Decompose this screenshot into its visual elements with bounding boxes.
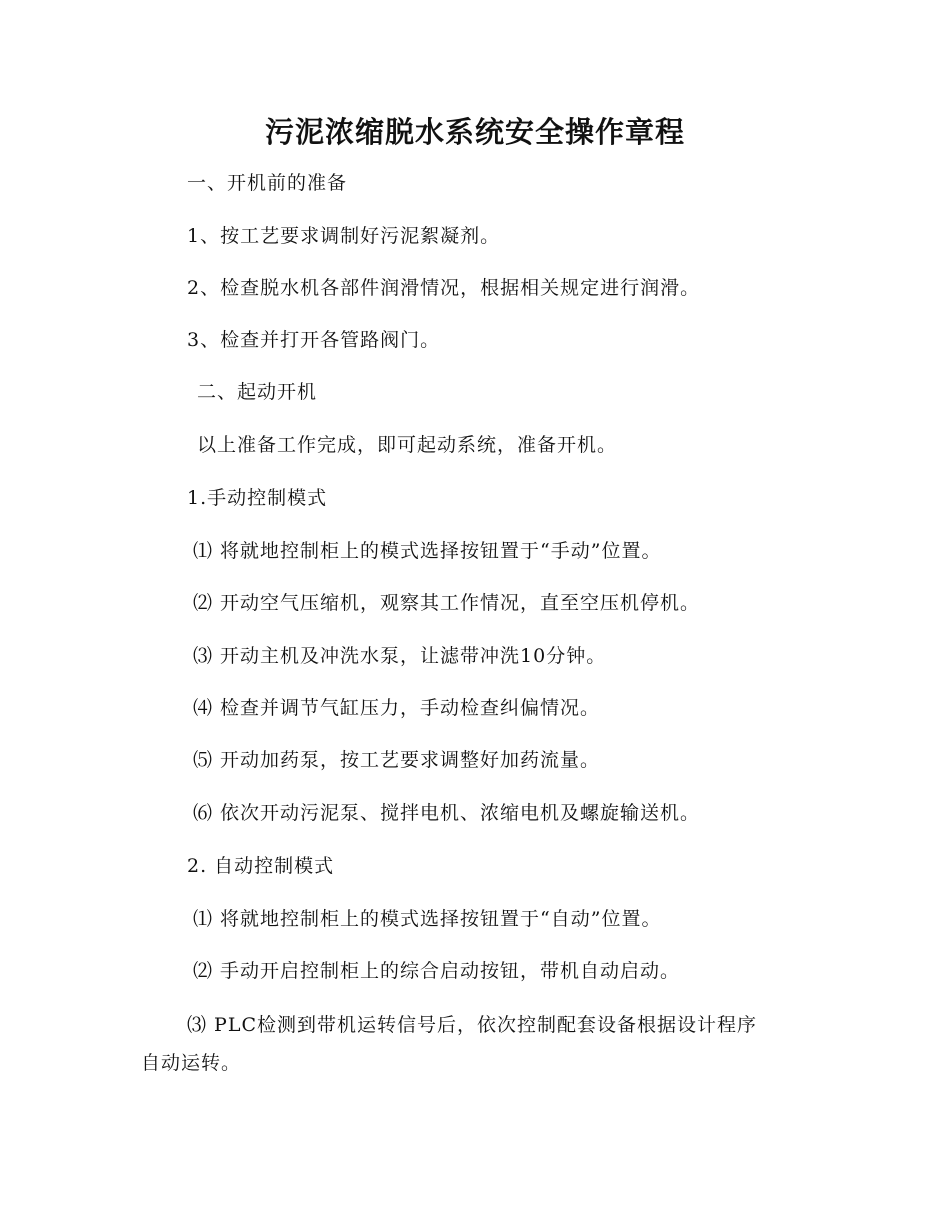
document-title: 污泥浓缩脱水系统安全操作章程 <box>264 115 685 149</box>
manual-step-3: ⑶ 开动主机及冲洗水泵，让滤带冲洗10分钟。 <box>193 645 607 667</box>
manual-step-2: ⑵ 开动空气压缩机，观察其工作情况，直至空压机停机。 <box>193 592 701 614</box>
preparation-item-3: 3、检查并打开各管路阀门。 <box>187 329 441 351</box>
startup-intro: 以上准备工作完成，即可起动系统，准备开机。 <box>197 434 618 456</box>
manual-step-6: ⑹ 依次开动污泥泵、搅拌电机、浓缩电机及螺旋输送机。 <box>193 802 701 824</box>
auto-mode-heading: 2. 自动控制模式 <box>187 855 335 877</box>
section-heading-preparation: 一、开机前的准备 <box>187 172 348 194</box>
auto-step-3-continuation: 自动运转。 <box>141 1052 242 1074</box>
auto-step-2: ⑵ 手动开启控制柜上的综合启动按钮，带机自动启动。 <box>193 960 681 982</box>
manual-step-4: ⑷ 检查并调节气缸压力，手动检查纠偏情况。 <box>193 697 601 719</box>
manual-step-1: ⑴ 将就地控制柜上的模式选择按钮置于“手动”位置。 <box>193 540 662 562</box>
preparation-item-2: 2、检查脱水机各部件润滑情况，根据相关规定进行润滑。 <box>187 277 701 299</box>
auto-step-1: ⑴ 将就地控制柜上的模式选择按钮置于“自动”位置。 <box>193 908 662 930</box>
section-heading-startup: 二、起动开机 <box>197 381 318 403</box>
manual-step-5: ⑸ 开动加药泵，按工艺要求调整好加药流量。 <box>193 749 601 771</box>
auto-step-3: ⑶ PLC检测到带机运转信号后，依次控制配套设备根据设计程序 <box>187 1014 757 1036</box>
preparation-item-1: 1、按工艺要求调制好污泥絮凝剂。 <box>187 225 501 247</box>
manual-mode-heading: 1.手动控制模式 <box>187 487 328 509</box>
